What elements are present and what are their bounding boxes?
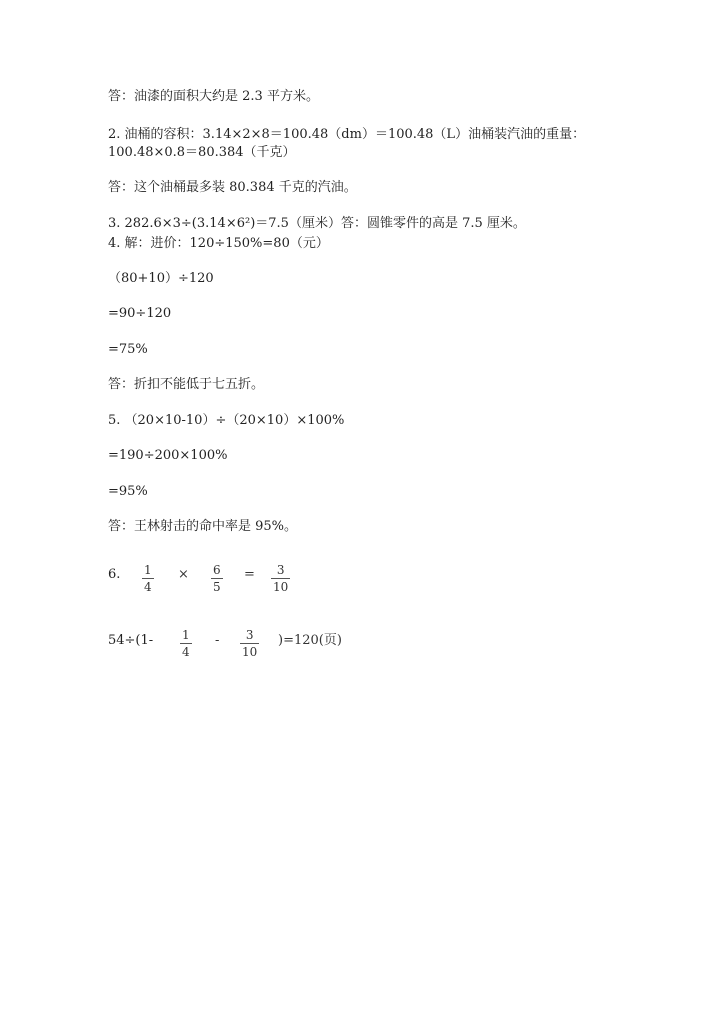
q6-fraction-1 <box>142 563 154 594</box>
q6-fraction-2-denominator: 5 <box>213 580 221 594</box>
q3-cone-height: 3. 282.6×3÷(3.14×6²)＝7.5（厘米）答：圆锥零件的高是 7.5 厘米。 <box>108 216 526 231</box>
q2-volume-line: 2. 油桶的容积：3.14×2×8＝100.48（dm）＝100.48（L）油桶装汽油的重量： <box>108 127 586 142</box>
q6-fraction-3 <box>271 563 290 594</box>
q7-fraction-2-denominator: 10 <box>242 645 258 659</box>
fraction-bar <box>142 578 154 579</box>
answer-paint-area: 答：油漆的面积大约是 2.3 平方米。 <box>108 89 319 104</box>
fraction-bar <box>271 578 290 579</box>
fraction-bar <box>240 643 259 644</box>
q7-prefix: 54÷(1- <box>108 633 154 648</box>
q6-fraction-3-numerator: 3 <box>276 563 285 577</box>
q6-fraction-3-denominator: 10 <box>273 580 289 594</box>
q5-formula: 5. （20×10-10）÷（20×10）×100% <box>108 413 345 428</box>
q4-step2: =90÷120 <box>108 306 172 321</box>
q7-fraction-2 <box>240 628 259 659</box>
fraction-bar <box>211 578 223 579</box>
q6-equals-sign: = <box>244 567 255 582</box>
q7-fraction-1-denominator: 4 <box>182 645 190 659</box>
q6-fraction-2-numerator: 6 <box>213 563 221 577</box>
q4-step3: =75% <box>108 342 148 357</box>
q2-weight-line: 100.48×0.8＝80.384（千克） <box>108 145 296 160</box>
q7-minus-sign: - <box>215 633 220 648</box>
fraction-bar <box>180 643 192 644</box>
q4-step1: （80+10）÷120 <box>108 271 214 286</box>
q5-step1: =190÷200×100% <box>108 448 228 463</box>
answer-discount: 答：折扣不能低于七五折。 <box>108 377 265 392</box>
q6-fraction-1-numerator: 1 <box>144 563 152 577</box>
q5-step2: =95% <box>108 484 148 499</box>
q6-times-sign: × <box>178 567 189 582</box>
q7-fraction-1-numerator: 1 <box>182 628 190 642</box>
q7-fraction-2-numerator: 3 <box>245 628 254 642</box>
q4-cost-line: 4. 解：进价：120÷150%=80（元） <box>108 236 329 251</box>
q7-fraction-1 <box>180 628 192 659</box>
q6-label: 6. <box>108 567 121 582</box>
answer-hit-rate: 答：王林射击的命中率是 95%。 <box>108 519 298 534</box>
q6-fraction-1-denominator: 4 <box>144 580 152 594</box>
answer-oil-weight: 答：这个油桶最多装 80.384 千克的汽油。 <box>108 180 357 195</box>
q6-fraction-2 <box>211 563 223 594</box>
q7-suffix: )=120(页) <box>278 633 342 648</box>
